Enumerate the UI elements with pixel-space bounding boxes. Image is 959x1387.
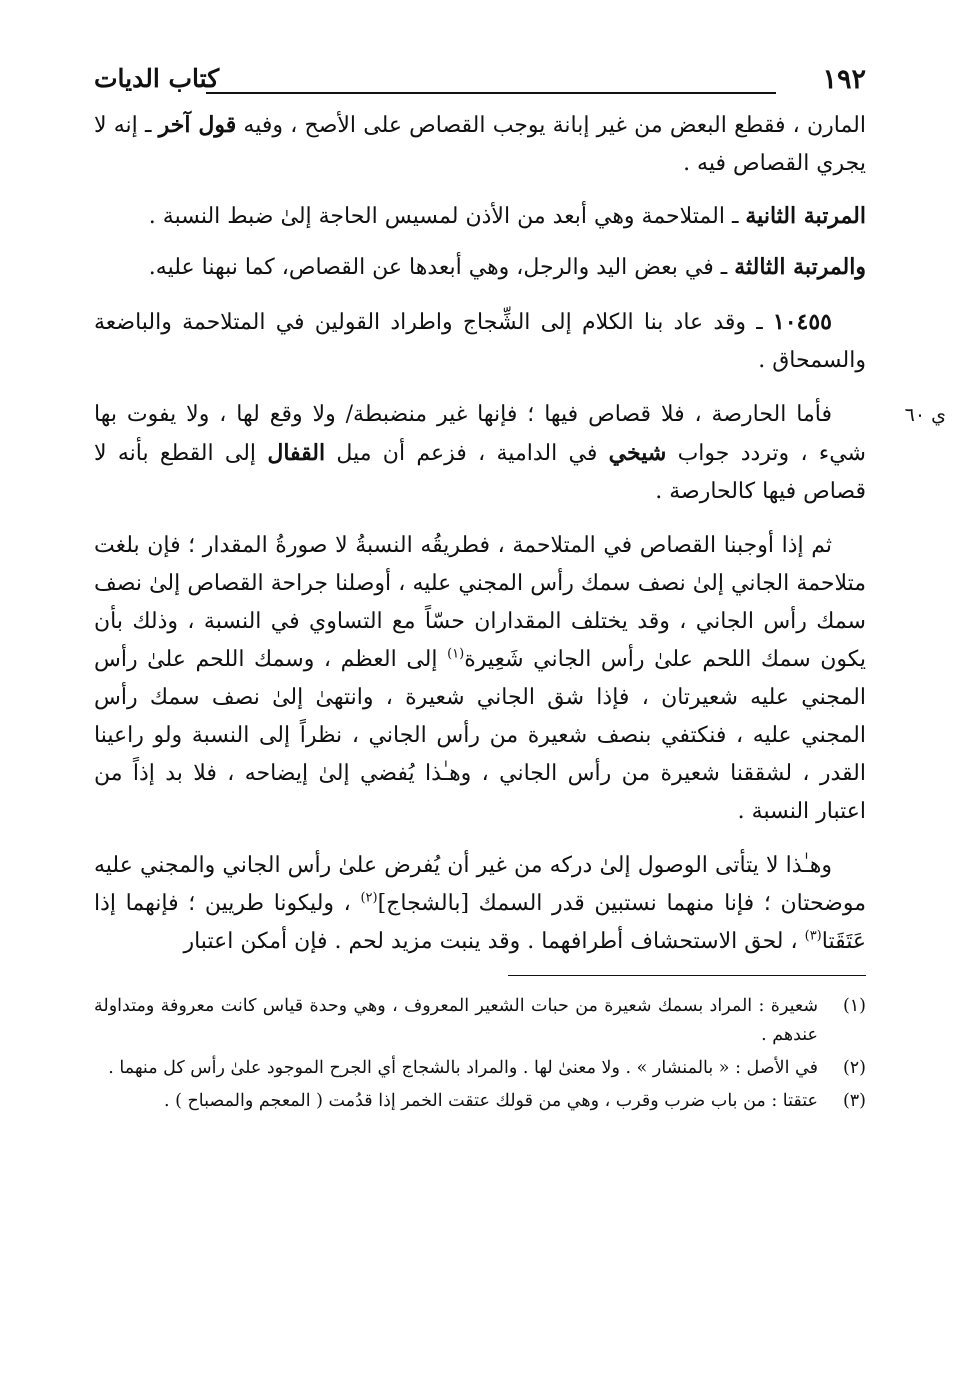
footnote-2 (94, 1054, 866, 1083)
footnote-number: (٢) (842, 1058, 866, 1078)
footnote-number: (١) (842, 996, 866, 1016)
footnote-ref-3[interactable]: (٣) (804, 928, 822, 944)
text-run: وهـٰذا لا يتأتى الوصول إلىٰ دركه من غير أن يُفرض علىٰ رأس الجاني والمجني عليه موضحتان ؛ فإنا منهما نستبين قدر السمك [بالشجاج] (94, 853, 866, 916)
footnote-ref-1[interactable]: (١) (447, 646, 465, 662)
text-run: ، وليكونا طريين ؛ فإنهما إذا عَتَقَتا (94, 891, 866, 954)
text-run: ـ في بعض اليد والرجل، وهي أبعدها عن القصاص، كما نبهنا عليه. (148, 255, 735, 280)
footnote-text: عتقتا : من باب ضرب وقرب ، وهي من قولك عتقت الخمر إذا قدُمت ( المعجم والمصباح ) . (163, 1091, 818, 1111)
paragraph-6 (94, 527, 866, 831)
footnotes (94, 992, 866, 1116)
running-title: كتاب الديات (94, 64, 220, 93)
paragraph-1 (94, 106, 866, 183)
text-run: فأما الحارصة ، فلا قصاص فيها ؛ فإنها غير منضبطة/ ولا وقع لها ، ولا يفوت بها شيء ، وتردد جواب (94, 402, 866, 466)
footnote-text: شعيرة : المراد بسمك شعيرة من حبات الشعير المعروف ، وهي وحدة قياس كانت معروفة ومتداولة عندهم . (94, 996, 818, 1045)
footnote-ref-2[interactable]: (٢) (360, 890, 378, 906)
paragraph-3 (94, 248, 866, 287)
paragraph-5 (94, 396, 946, 511)
paragraph-7 (94, 847, 866, 961)
text-run: ثم إذا أوجبنا القصاص في المتلاحمة ، فطريقُه النسبةُ لا صورةُ المقدار ؛ فإن بلغت متلاحمة الجاني إلىٰ نصف سمك رأس المجني عليه ، أوصلنا جراحة القصاص إلىٰ نصف سمك رأس الجاني ، وقد يختلف المقداران حسّاً مع التساوي في النسبة ، وذلك بأن يكون سمك اللحم علىٰ رأس الجاني شَعِيرة (94, 533, 867, 672)
footnote-number: (٣) (842, 1091, 866, 1111)
section-number: ١٠٤٥٥ (772, 309, 832, 335)
paragraph-4 (94, 303, 866, 380)
text-run: ، لحق الاستحشاف أطرافهما . وقد ينبت مزيد لحم . فإن أمكن اعتبار (183, 929, 805, 954)
text-run: ـ وقد عاد بنا الكلام إلى الشِّجاج واطراد القولين في المتلاحمة والباضعة والسمحاق . (94, 310, 866, 373)
manuscript-margin-note: ي ٦٠ (904, 404, 946, 426)
bold-term: شيخي (608, 440, 667, 466)
footnote-1 (94, 992, 866, 1050)
paragraph-2 (94, 197, 866, 236)
bold-term: المرتبة الثانية (745, 203, 866, 229)
bold-term: قول آخر (158, 112, 237, 138)
page-number: ١٩٢ (822, 64, 866, 95)
bold-term: والمرتبة الثالثة (734, 254, 866, 280)
text-run: إلى العظم ، وسمك اللحم علىٰ رأس المجني عليه شعيرتان ، فإذا شق الجاني شعيرة ، وانتهىٰ إلىٰ نصف سمك رأس المجني عليه ، فنكتفي بنصف شعيرة من رأس الجاني ، نظراً إلى النسبة ولو راعينا القدر ، لشققنا شعيرة من رأس الجاني ، وهـٰذا يُفضي إلىٰ إيضاحه ، فلا بد إذاً من اعتبار النسبة . (94, 647, 866, 824)
text-run: ـ إنه لا يجري القصاص فيه . (94, 113, 866, 176)
footnote-text: في الأصل : « بالمنشار » . ولا معنىٰ لها . والمراد بالشجاج أي الجرح الموجود علىٰ رأس كل منهما . (108, 1058, 818, 1078)
footnote-rule (508, 975, 866, 976)
text-run: ـ المتلاحمة وهي أبعد من الأذن لمسيس الحاجة إلىٰ ضبط النسبة . (148, 204, 746, 229)
text-run: إلى القطع بأنه لا قصاص فيها كالحارصة . (94, 441, 866, 504)
header-rule (206, 92, 776, 94)
footnote-3 (94, 1087, 866, 1116)
text-run: المارن ، فقطع البعض من غير إبانة يوجب القصاص على الأصح ، وفيه (236, 113, 866, 138)
page-header (94, 62, 866, 106)
bold-term: القفال (267, 440, 326, 466)
book-page (94, 62, 946, 1120)
main-text (94, 106, 946, 961)
text-run: في الدامية ، فزعم أن ميل (325, 441, 609, 466)
